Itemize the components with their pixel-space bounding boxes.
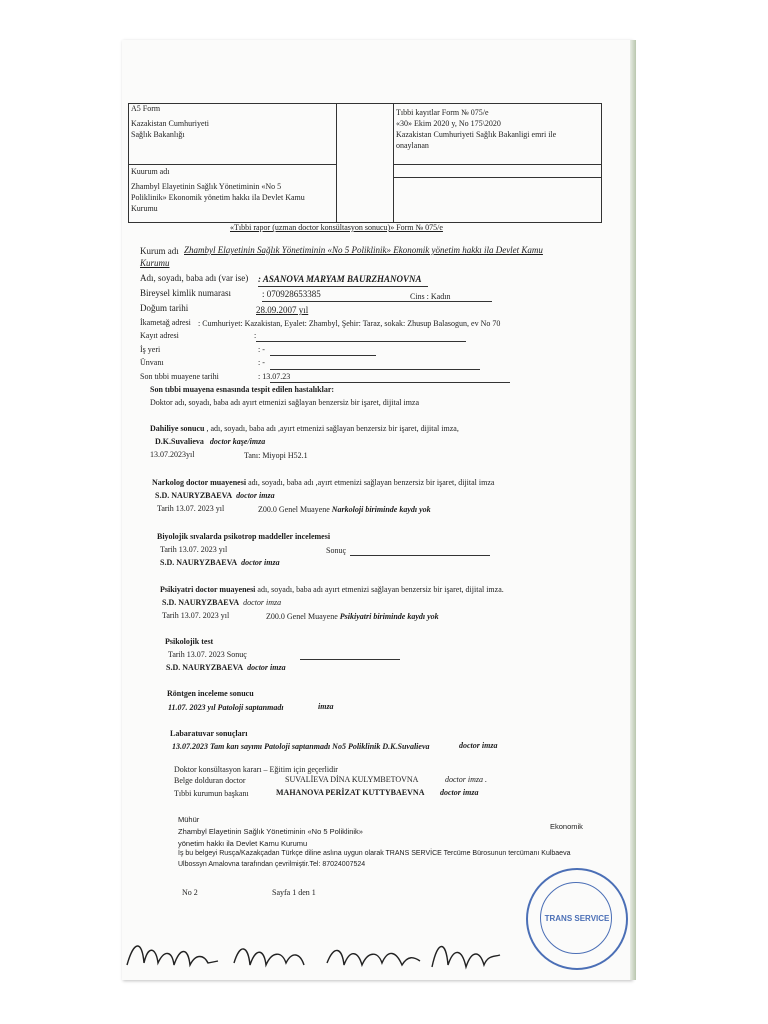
org-line: Poliklinik» Ekonomik yönetim hakkı ila Devlet Kamu (131, 193, 305, 202)
form-order: «30» Ekim 2020 y, No 175\2020 (396, 119, 501, 128)
head-signature: doctor imza (440, 788, 479, 797)
psy-heading: Psikiyatri doctor muayenesi (160, 585, 256, 594)
form-approval: Kazakistan Cumhuriyeti Sağlık Bakanligi emri ile (396, 130, 557, 139)
addr-value: : Cumhuriyet: Kazakistan, Eyalet: Zhambyl, Şehir: Taraz, sokak: Zhusup Balasogun, ev No 70 (198, 319, 501, 328)
narko-code: Z00.0 Genel Muayene (258, 505, 330, 514)
lab-signature: doctor imza (459, 741, 498, 750)
org-line: Kurumu (131, 204, 158, 213)
title-value: : - (258, 358, 265, 367)
lab-text: 13.07.2023 Tam kan sayımı Patoloji saptanmadı No5 Poliklinik D.K.Suvalieva (172, 742, 430, 751)
bio-doctor: S.D. NAURYZBAEVA (160, 558, 238, 567)
dahiliye-row (150, 424, 459, 433)
diseases-heading: Son tıbbi muayena esnasında tespit edilen hastalıklar: (150, 385, 335, 394)
test-signature: doctor imza (247, 663, 286, 672)
gender: Cins : Kadın (410, 292, 451, 301)
page-edge (630, 40, 636, 980)
test-date: Tarih 13.07. 2023 Sonuç (168, 650, 247, 659)
form-approval: onaylanan (396, 141, 429, 150)
filled-label: Belge dolduran doctor (174, 776, 246, 785)
narko-signature: doctor imza (236, 491, 275, 500)
stamp-text: TRANS SERVICE (544, 914, 610, 923)
narko-doctor: S.D. NAURYZBAEVA (155, 491, 233, 500)
reg-value: : (254, 331, 257, 340)
org-label: Kuurum adı (131, 167, 170, 176)
lab-heading: Labaratuvar sonuçları (170, 729, 248, 738)
economic-label: Ekonomik (550, 822, 583, 831)
bio-date: Tarih 13.07. 2023 yıl (160, 545, 228, 554)
xray-signature: imza (318, 702, 334, 711)
bio-heading: Biyolojik sıvalarda psikotrop maddeller incelemesi (157, 532, 331, 541)
seal-org: Zhambyl Elayetinin Sağlık Yönetiminin «No 5 Poliklinik» (178, 827, 363, 836)
dahiliye-diagnosis: Tanı: Miyopi H52.1 (244, 451, 308, 460)
dahiliye-heading: Dahiliye sonucu (150, 424, 205, 433)
form-name: A5 Form (131, 104, 161, 113)
work-value: : - (258, 345, 265, 354)
form-number: Tıbbi kayıtlar Form № 075/e (396, 108, 489, 117)
addr-label: İkametağ adresi (140, 318, 191, 327)
bio-signature: doctor imza (241, 558, 280, 567)
patient-name: : ASANOVA MARYAM BAURZHANOVNA (258, 274, 422, 284)
dob-value: 28.09.2007 yıl (256, 305, 309, 315)
narko-result: Narkoloji biriminde kaydı yok (331, 505, 431, 514)
translator-note: Ulbossyn Amalovna tarafından çevrilmiştir.Tel: 87024007524 (178, 861, 366, 868)
dahiliye-doctor: D.K.Suvalieva (155, 437, 204, 446)
test-doctor: S.D. NAURYZBAEVA (166, 663, 244, 672)
translator-note: İş bu belgeyi Rusça/Kazakçadan Türkçe diline aslına uygun olarak TRANS SERVİCE Tercüme Bürosunun tercümanı Kulbaeva (178, 850, 571, 857)
reg-label: Kayıt adresi (140, 331, 179, 340)
psy-result: Psikiyatri biriminde kaydı yok (339, 612, 439, 621)
narko-text: adı, soyadı, baba adı ,ayırt etmenizi sağlayan benzersiz bir işaret, dijital imza (246, 478, 495, 487)
seal-label: Mühür (178, 815, 200, 824)
psy-date: Tarih 13.07. 2023 yıl (162, 611, 230, 620)
ministry: Sağlık Bakanlığı (131, 130, 185, 139)
dahiliye-signature: doctor kaşe/imza (209, 437, 266, 446)
psy-doctor: S.D. NAURYZBAEVA (162, 598, 240, 607)
translation-stamp (526, 868, 628, 970)
name-label: Adı, soyadı, baba adı (var ise) (140, 273, 249, 283)
page-indicator: Sayfa 1 den 1 (272, 888, 316, 897)
head-name: MAHANOVA PERİZAT KUTTYBAEVNA (276, 788, 425, 797)
filled-signature: doctor imza . (445, 775, 487, 784)
inst-label: Kurum adı (140, 246, 179, 256)
id-label: Bireysel kimlik numarası (140, 288, 231, 298)
filled-name: SUVALİEVA DİNA KULYMBETOVNA (285, 775, 419, 784)
psy-text: adı, soyadı, baba adı ayırt etmenizi sağlayan benzersiz bir işaret, dijital imza. (255, 585, 504, 594)
decision: Doktor konsültasyon kararı – Eğitim için geçerlidir (174, 765, 338, 774)
dahiliye-date: 13.07.2023yıl (150, 450, 195, 459)
id-value: : 070928653385 (262, 289, 321, 299)
document-title: «Tıbbi rapor (uzman doctor konsültasyon sonucu)» Form № 075/e (230, 223, 443, 232)
dahiliye-text: , adı, soyadı, baba adı ,ayırt etmenizi sağlayan benzersiz bir işaret, dijital imza, (204, 424, 459, 433)
xray-text: 11.07. 2023 yıl Patoloji saptanmadı (168, 703, 284, 712)
psy-signature: doctor imza (243, 598, 282, 607)
xray-heading: Röntgen inceleme sonucu (167, 689, 254, 698)
handwritten-signature (122, 925, 512, 985)
seal-org: yönetim hakkı ila Devlet Kamu Kurumu (178, 839, 308, 848)
diseases-text: Doktor adı, soyadı, baba adı ayırt etmenizi sağlayan benzersiz bir işaret, dijital imza (150, 398, 420, 407)
narko-date: Tarih 13.07. 2023 yıl (157, 504, 225, 513)
country: Kazakistan Cumhuriyeti (131, 119, 209, 128)
last-exam-label: Son tıbbi muayene tarihi (140, 372, 219, 381)
inst-value: Zhambyl Elayetinin Sağlık Yönetiminin «No 5 Poliklinik» Ekonomik yönetim hakkı ila Devlet Kamu (184, 245, 543, 255)
doc-number: No 2 (182, 888, 198, 897)
narko-heading: Narkolog doctor muayenesi (152, 478, 247, 487)
title-label: Ünvanı (140, 358, 164, 367)
work-label: İş yeri (140, 345, 161, 354)
head-label: Tıbbi kurumun başkanı (174, 789, 249, 798)
last-exam-value: : 13.07.23 (258, 372, 291, 381)
test-heading: Psikolojik test (165, 637, 214, 646)
dob-label: Doğum tarihi (140, 303, 189, 313)
org-line: Zhambyl Elayetinin Sağlık Yönetiminin «No 5 (131, 182, 282, 191)
bio-result: Sonuç (326, 546, 346, 555)
inst-value: Kurumu (140, 258, 170, 268)
psy-code: Z00.0 Genel Muayene (266, 612, 338, 621)
